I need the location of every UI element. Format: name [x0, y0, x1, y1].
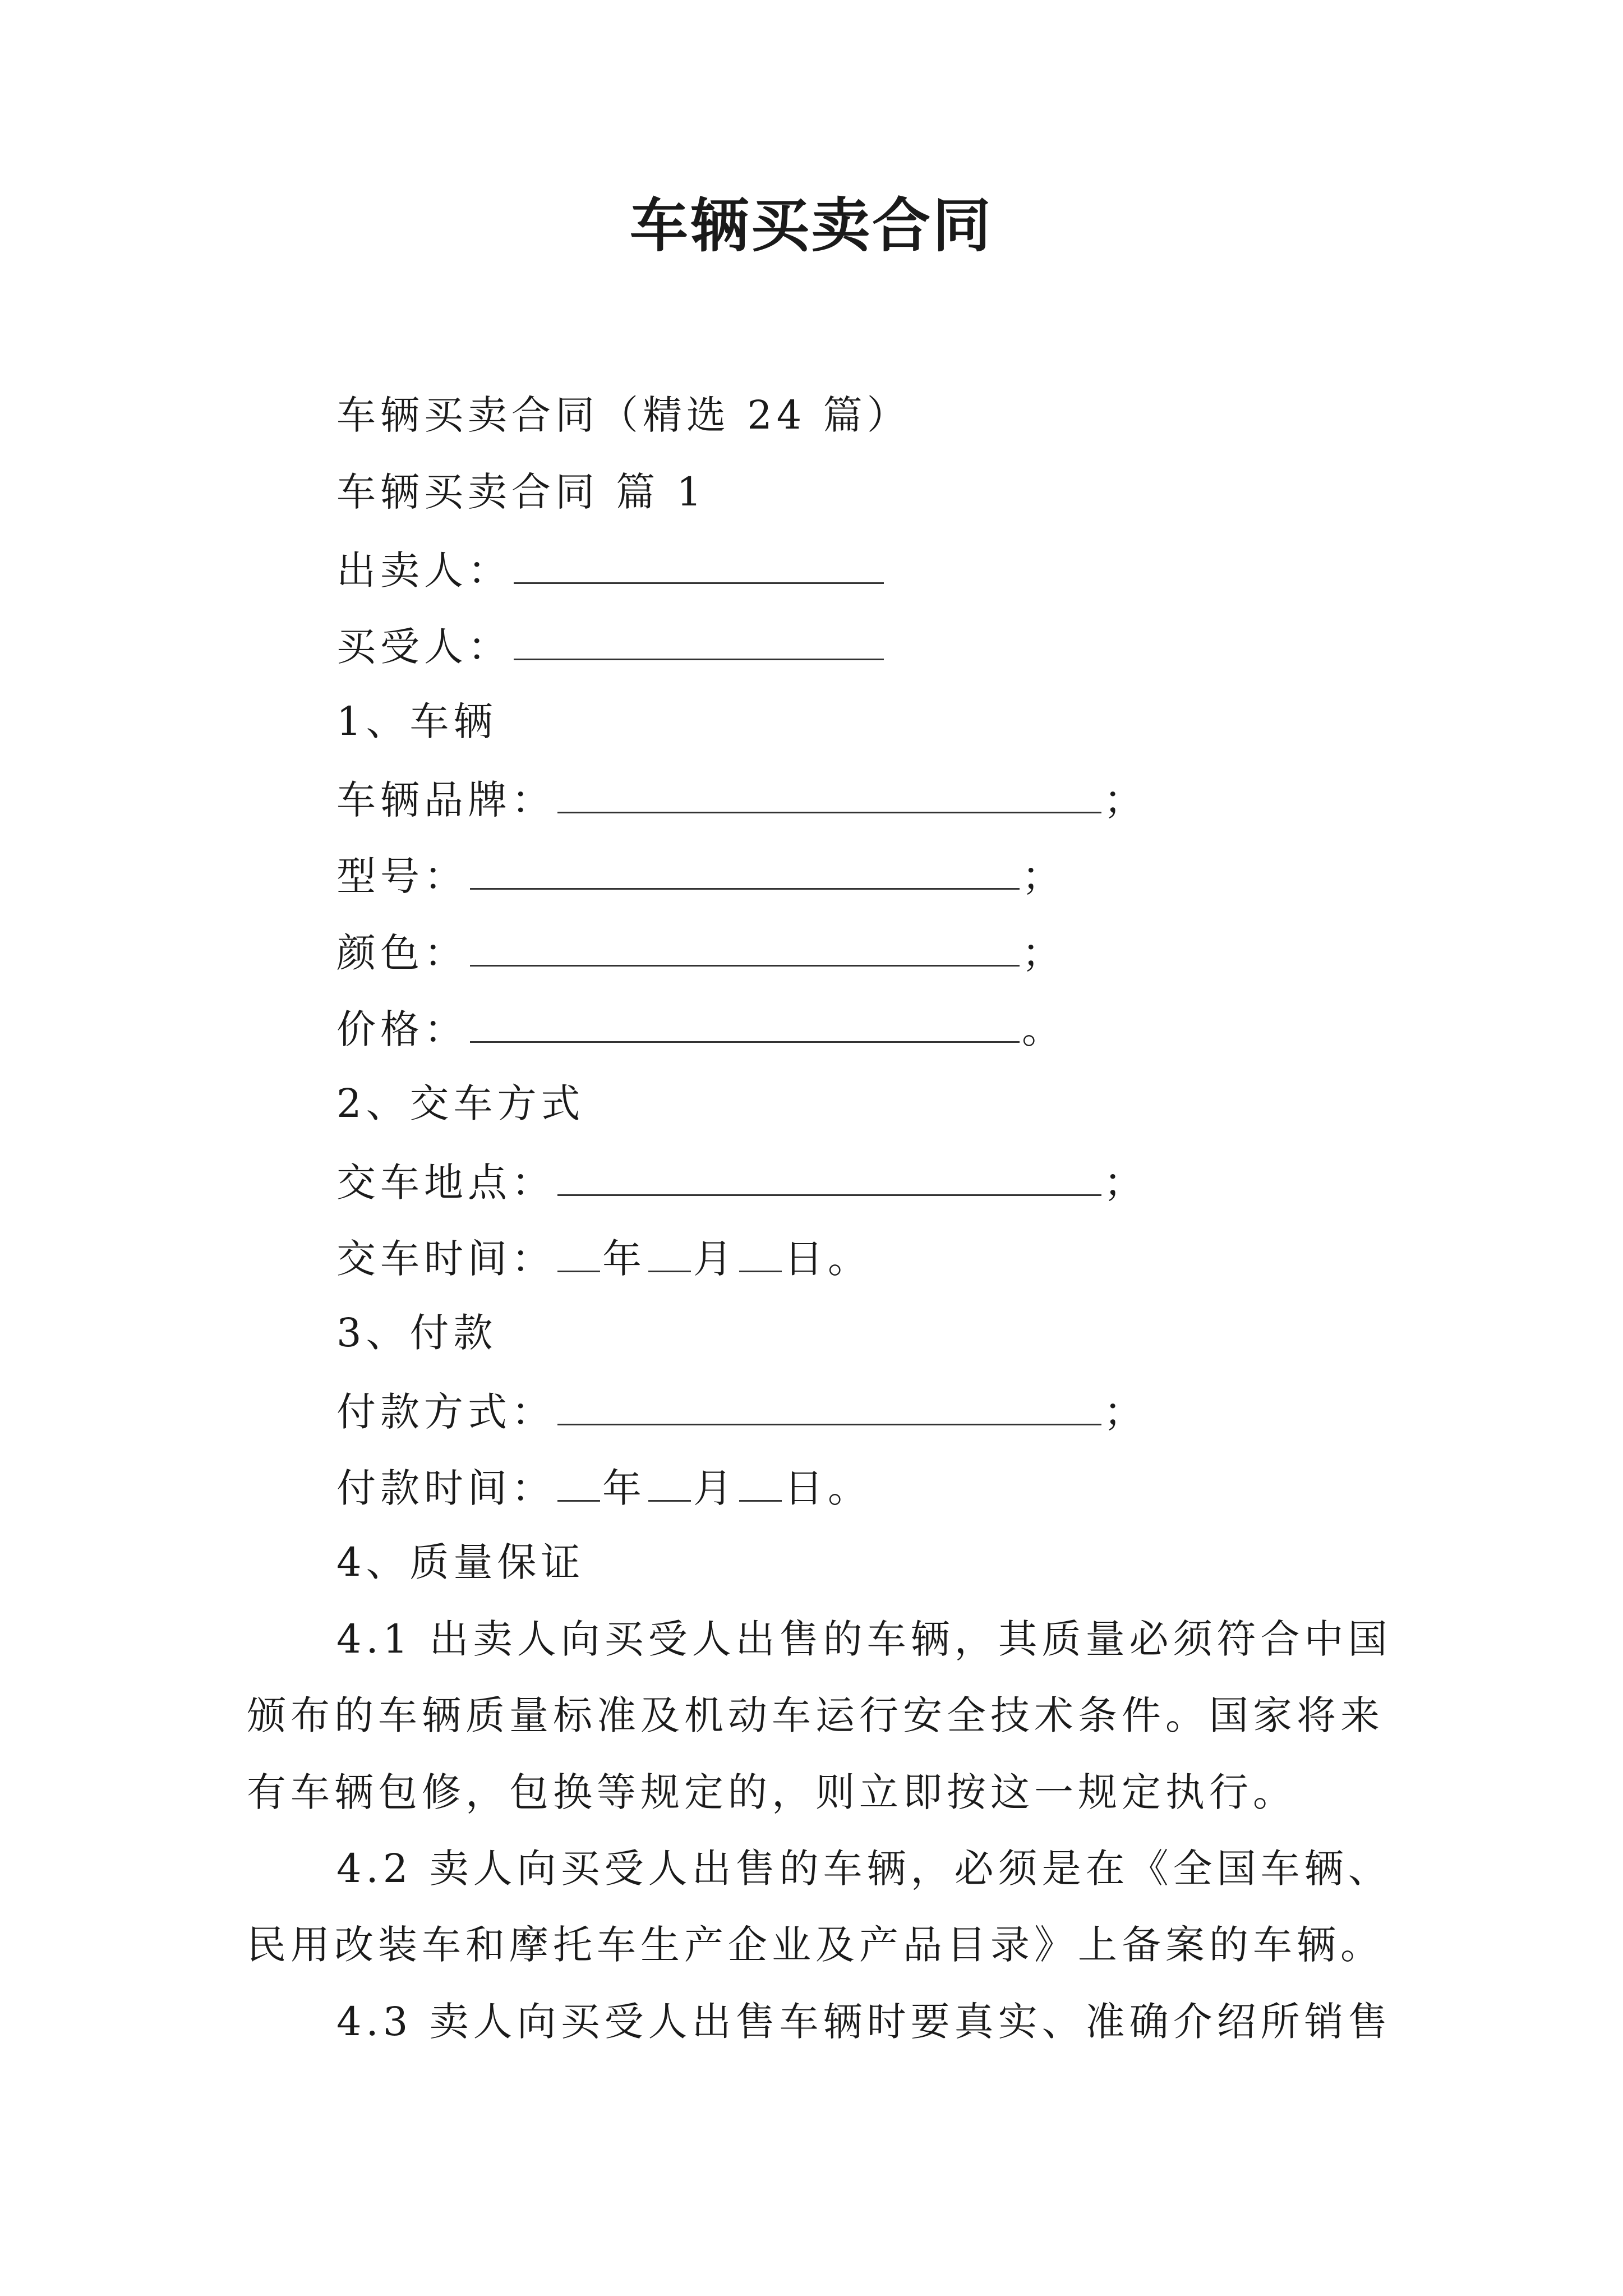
delivery-place-line — [336, 1159, 1147, 1205]
delivery-day-label: 日。 — [784, 1236, 872, 1282]
brand-line — [336, 777, 1147, 823]
delivery-place-blank — [557, 1161, 1101, 1196]
brand-end: ； — [1104, 777, 1147, 823]
price-label: 价格： — [336, 1006, 468, 1052]
price-end: 。 — [1022, 1006, 1066, 1052]
item-4-heading: 4、质量保证 — [336, 1539, 585, 1585]
brand-label: 车辆品牌： — [336, 777, 555, 823]
delivery-time-label: 交车时间： — [336, 1236, 555, 1282]
pay-method-label: 付款方式： — [336, 1389, 555, 1435]
delivery-place-label: 交车地点： — [336, 1159, 555, 1205]
delivery-month-blank — [648, 1237, 691, 1272]
item-2-heading: 2、交车方式 — [336, 1080, 585, 1126]
delivery-month-label: 月 — [693, 1236, 737, 1282]
buyer-label: 买受人： — [336, 624, 511, 670]
seller-line — [336, 547, 886, 593]
color-end: ； — [1022, 930, 1066, 976]
color-label: 颜色： — [336, 930, 468, 976]
clause-4-2-line-2: 民用改装车和摩托车生产企业及产品目录》上备案的车辆。 — [247, 1922, 1384, 1968]
clause-4-1-line-1: 4.1 出卖人向买受人出售的车辆，其质量必须符合中国 — [336, 1616, 1392, 1662]
model-blank — [470, 854, 1020, 890]
price-line — [336, 1006, 1066, 1052]
pay-year-label: 年 — [602, 1465, 646, 1511]
pay-day-label: 日。 — [784, 1465, 872, 1511]
pay-month-blank — [648, 1466, 691, 1502]
clause-4-3-line-1: 4.3 卖人向买受人出售车辆时要真实、准确介绍所销售 — [336, 1999, 1392, 2045]
pay-time-line — [336, 1465, 872, 1511]
clause-4-1-line-2: 颁布的车辆质量标准及机动车运行安全技术条件。国家将来 — [247, 1692, 1384, 1738]
clause-4-2-line-1: 4.2 卖人向买受人出售的车辆，必须是在《全国车辆、 — [336, 1846, 1392, 1892]
color-blank — [470, 931, 1020, 967]
seller-label: 出卖人： — [336, 547, 511, 593]
brand-blank — [557, 778, 1101, 813]
color-line — [336, 930, 1066, 976]
pay-day-blank — [739, 1466, 782, 1502]
pay-method-end: ； — [1104, 1389, 1147, 1435]
delivery-year-label: 年 — [602, 1236, 646, 1282]
clause-4-1-line-3: 有车辆包修，包换等规定的，则立即按这一规定执行。 — [247, 1769, 1297, 1815]
model-line — [336, 853, 1066, 899]
price-blank — [470, 1007, 1020, 1043]
buyer-blank — [514, 625, 884, 660]
pay-month-label: 月 — [693, 1465, 737, 1511]
delivery-year-blank — [557, 1237, 600, 1272]
delivery-time-line — [336, 1236, 872, 1282]
pay-time-label: 付款时间： — [336, 1465, 555, 1511]
delivery-day-blank — [739, 1237, 782, 1272]
document-subtitle: 车辆买卖合同（精选 24 篇） — [336, 392, 911, 438]
item-1-heading: 1、车辆 — [336, 698, 497, 744]
pay-method-blank — [557, 1390, 1101, 1425]
pay-year-blank — [557, 1466, 600, 1502]
buyer-line — [336, 624, 886, 670]
item-3-heading: 3、付款 — [336, 1310, 497, 1356]
seller-blank — [514, 549, 884, 584]
section-heading: 车辆买卖合同 篇 1 — [336, 469, 707, 515]
pay-method-line — [336, 1389, 1147, 1435]
model-label: 型号： — [336, 853, 468, 899]
document-title: 车辆买卖合同 — [629, 191, 993, 260]
delivery-place-end: ； — [1104, 1159, 1147, 1205]
model-end: ； — [1022, 853, 1066, 899]
